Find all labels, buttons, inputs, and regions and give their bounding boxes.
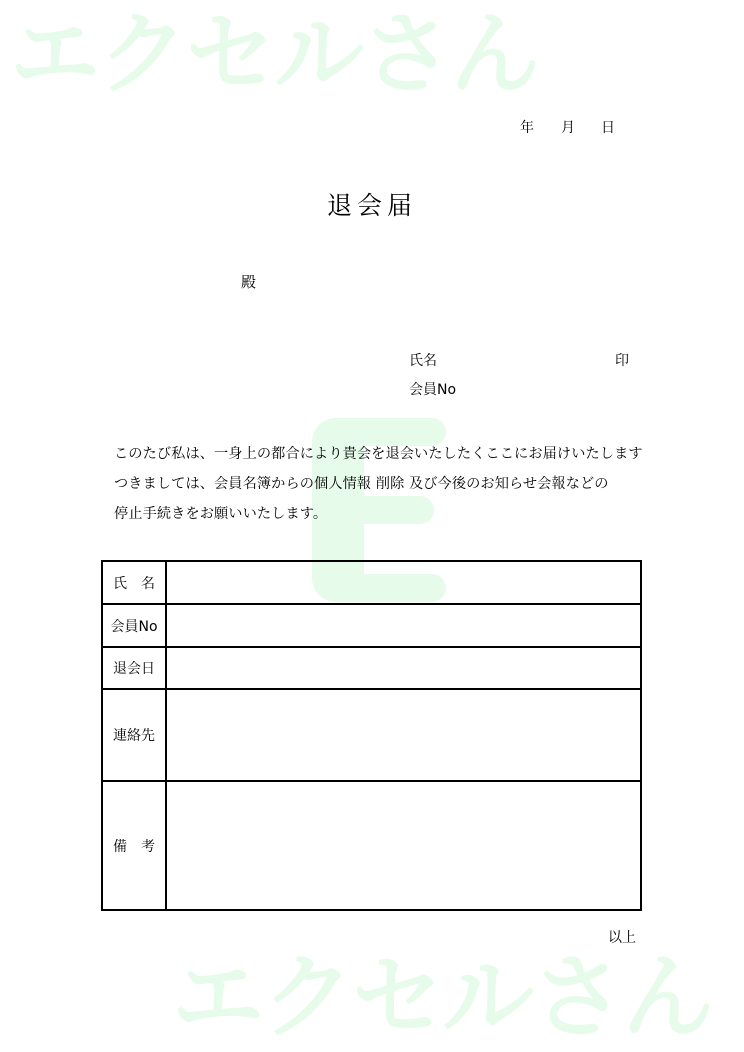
- table-row-withdrawal-date: [102, 647, 641, 689]
- table-label-name: 氏 名: [102, 561, 166, 604]
- sender-seal-label: 印: [615, 353, 629, 369]
- sender-name-label: 氏名: [409, 353, 437, 369]
- table-row-member-no: [102, 604, 641, 647]
- body-text-line-1: このたび私は、一身上の都合により貴会を退会いたしたくここにお届けいたします: [114, 446, 643, 462]
- table-value-remarks[interactable]: [166, 781, 641, 910]
- table-label-remarks: 備 考: [102, 781, 166, 910]
- date-month-label: 月: [561, 120, 575, 136]
- date-day-label: 日: [601, 120, 615, 136]
- body-text-line-2: つきましては、会員名簿からの個人情報 削除 及び今後のお知らせ会報などの: [114, 476, 609, 492]
- table-row-remarks: [102, 781, 641, 910]
- table-row-name: [102, 561, 641, 604]
- table-value-member-no[interactable]: [166, 604, 641, 647]
- withdrawal-form-table: [101, 560, 642, 911]
- table-label-withdrawal-date: 退会日: [102, 647, 166, 689]
- table-label-member-no: 会員No: [102, 604, 166, 647]
- table-label-contact: 連絡先: [102, 689, 166, 781]
- document-title: 退会届: [326, 191, 417, 220]
- table-value-name[interactable]: [166, 561, 641, 604]
- table-value-withdrawal-date[interactable]: [166, 647, 641, 689]
- watermark-bottom: エクセルさん: [172, 944, 713, 1051]
- sender-member-no-label: 会員No: [409, 382, 457, 398]
- body-text-line-3: 停止手続きをお願いいたします。: [114, 506, 328, 522]
- addressee-suffix: 殿: [241, 273, 257, 291]
- table-row-contact: [102, 689, 641, 781]
- table-value-contact[interactable]: [166, 689, 641, 781]
- date-year-label: 年: [520, 120, 534, 136]
- closing-text: 以上: [608, 930, 636, 946]
- watermark-top: エクセルさん: [10, 2, 538, 107]
